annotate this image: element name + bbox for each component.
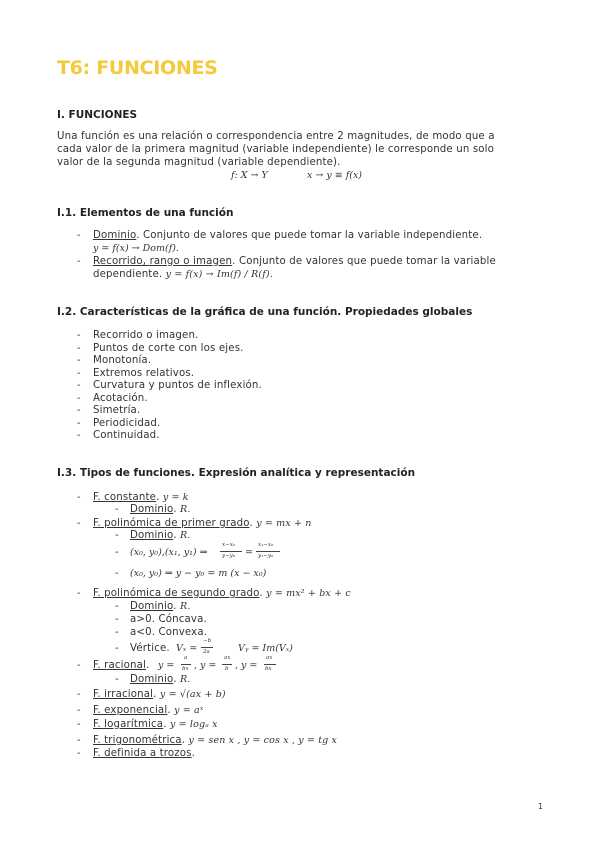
- list-item: Periodicidad.: [93, 417, 161, 429]
- bullet-dash: -: [77, 705, 81, 716]
- term-dominio: Dominio: [130, 504, 174, 515]
- formula-racional-3: , y =: [235, 660, 258, 671]
- page-title: T6: FUNCIONES: [57, 57, 218, 79]
- term-racional: F. racional: [93, 660, 146, 671]
- term-constante: F. constante: [93, 492, 157, 503]
- bullet-dash: -: [77, 392, 81, 404]
- frac-num: −b: [203, 638, 212, 644]
- list-item: Puntos de corte con los ejes.: [93, 342, 244, 354]
- bullet-dash: -: [77, 256, 81, 267]
- term-logaritmica: F. logarítmica: [93, 719, 164, 730]
- frac-num: ax: [224, 655, 231, 661]
- list-item: Dominio. R.: [130, 530, 191, 541]
- term-irracional: F. irracional: [93, 689, 154, 700]
- list-item: F. logarítmica. y = logₐ x: [93, 719, 218, 730]
- list-item: F. exponencial. y = aˣ: [93, 705, 204, 716]
- list-item: Curvatura y puntos de inflexión.: [93, 380, 262, 391]
- term-dominio: Dominio: [130, 530, 174, 541]
- list-item: Extremos relativos.: [93, 367, 195, 379]
- formula-exponencial: y = aˣ: [174, 705, 204, 716]
- paragraph-line-3: valor de la segunda magnitud (variable dependiente).: [57, 157, 341, 168]
- list-item: Dominio. R.: [130, 674, 191, 685]
- formula-im: y = f(x) → Im(f) / R(f).: [165, 269, 273, 280]
- bullet-dash: -: [77, 660, 81, 671]
- bullet-dash: -: [77, 689, 81, 700]
- bullet-dash: -: [77, 380, 81, 391]
- list-item: F. trigonométrica. y = sen x , y = cos x , y = tg x: [93, 735, 338, 746]
- formula-dom: y = f(x) → Dom(f).: [93, 243, 179, 254]
- bullet-dash: -: [77, 330, 81, 341]
- frac-den: y₁−y₀: [258, 553, 274, 559]
- bullet-dash: -: [115, 614, 119, 625]
- frac-bar: [256, 551, 280, 552]
- list-item: F. irracional. y = √(ax + b): [93, 689, 226, 700]
- frac-bar: [181, 664, 191, 665]
- formula-constante: y = k: [162, 492, 189, 503]
- term-segundo-grado: F. polinómica de segundo grado: [93, 588, 260, 599]
- frac-den: bx: [265, 666, 272, 672]
- bullet-dash: -: [77, 342, 81, 354]
- bullet-dash: -: [77, 492, 81, 503]
- term-dominio: Dominio: [93, 230, 137, 241]
- period: .: [191, 748, 196, 759]
- term-exponencial: F. exponencial: [93, 705, 168, 716]
- frac-num: ax: [266, 655, 273, 661]
- list-item-text: . Conjunto de valores que puede tomar la variable independiente.: [136, 230, 483, 241]
- bullet-dash: -: [115, 674, 119, 685]
- term-dominio: Dominio: [130, 674, 174, 685]
- bullet-dash: -: [115, 547, 119, 558]
- list-item: Dominio. R.: [130, 504, 191, 515]
- equals-sign: =: [245, 547, 253, 558]
- bullet-dash: -: [115, 627, 119, 638]
- bullet-dash: -: [77, 367, 81, 379]
- list-item: Dominio. R.: [130, 601, 191, 612]
- formula-image: x → y ≡ f(x): [307, 170, 363, 181]
- bullet-dash: -: [115, 568, 119, 579]
- term-trigonometrica: F. trigonométrica: [93, 735, 182, 746]
- bullet-dash: -: [77, 748, 81, 759]
- bullet-dash: -: [115, 643, 119, 654]
- frac-num: x₁−x₀: [258, 542, 274, 548]
- bullet-dash: -: [77, 417, 81, 429]
- formula-mapping: f: X → Y: [231, 170, 268, 181]
- frac-bar: [222, 664, 232, 665]
- bullet-dash: -: [115, 601, 119, 612]
- bullet-dash: -: [77, 430, 81, 441]
- term-trozos: F. definida a trozos: [93, 748, 192, 759]
- page-number: 1: [538, 802, 544, 811]
- bullet-dash: -: [77, 405, 81, 416]
- list-item-text: dependiente.: [93, 269, 166, 280]
- formula-racional-1: y =: [158, 660, 175, 671]
- frac-den: 2a: [203, 649, 210, 655]
- paragraph-line-1: Una función es una relación o correspondencia entre 2 magnitudes, de modo que a: [57, 131, 495, 142]
- frac-den: bx: [182, 666, 189, 672]
- formula-R: R.: [180, 504, 191, 515]
- section-heading-funciones: I. FUNCIONES: [57, 109, 138, 121]
- bullet-dash: -: [77, 719, 81, 730]
- formula-vx: Vₓ =: [176, 643, 198, 654]
- list-item: F. constante. y = k: [93, 492, 189, 503]
- formula-R: R.: [180, 674, 191, 685]
- bullet-dash: -: [115, 530, 119, 541]
- list-item: F. racional.: [93, 660, 150, 671]
- frac-den: b: [225, 666, 229, 672]
- list-item-text: . Conjunto de valores que puede tomar la variable: [232, 256, 496, 267]
- bullet-dash: -: [77, 230, 81, 241]
- formula-slope-points: (x₀, y₀),(x₁, y₁) ⇒: [130, 547, 208, 558]
- list-item: Acotación.: [93, 392, 148, 404]
- formula-irracional: y = √(ax + b): [159, 689, 226, 700]
- formula-vy: Vᵧ = Im(Vₓ): [238, 643, 293, 654]
- formula-R: R.: [180, 530, 191, 541]
- list-item-convexa: a<0. Convexa.: [130, 627, 208, 638]
- list-item: [93, 230, 482, 241]
- formula-racional-2: , y =: [194, 660, 217, 671]
- section-heading-elementos: I.1. Elementos de una función: [57, 207, 234, 219]
- bullet-dash: -: [77, 518, 81, 529]
- term-dominio: Dominio: [130, 601, 174, 612]
- list-item: Recorrido o imagen.: [93, 330, 199, 341]
- list-item: F. polinómica de primer grado. y = mx + n: [93, 518, 312, 529]
- frac-num: a: [184, 655, 188, 661]
- paragraph-line-2: cada valor de la primera magnitud (variable independiente) le corresponde un solo: [57, 144, 495, 155]
- formula-point-slope: (x₀, y₀) ⇒ y − y₀ = m (x − x₀): [130, 568, 267, 579]
- vertice-label: Vértice.: [130, 643, 170, 654]
- bullet-dash: -: [77, 588, 81, 599]
- term-primer-grado: F. polinómica de primer grado: [93, 518, 250, 529]
- frac-den: y−y₀: [222, 553, 236, 559]
- frac-num: x−x₀: [222, 542, 236, 548]
- formula-segundo-grado: y = mx² + bx + c: [266, 588, 351, 599]
- bullet-dash: -: [115, 504, 119, 515]
- section-heading-tipos: I.3. Tipos de funciones. Expresión analítica y representación: [57, 467, 416, 479]
- bullet-dash: -: [77, 355, 81, 366]
- list-item-concava: a>0. Cóncava.: [130, 614, 207, 625]
- frac-bar: [264, 664, 276, 665]
- list-item: Continuidad.: [93, 430, 160, 441]
- section-heading-caracteristicas: I.2. Características de la gráfica de una función. Propiedades globales: [57, 306, 473, 318]
- formula-R: R.: [180, 601, 191, 612]
- list-item-cont: [93, 269, 273, 280]
- list-item: Simetría.: [93, 405, 141, 416]
- formula-logaritmica: y = logₐ x: [169, 719, 218, 730]
- formula-primer-grado: y = mx + n: [256, 518, 312, 529]
- frac-bar: [220, 551, 242, 552]
- formula-trigonometrica: y = sen x , y = cos x , y = tg x: [188, 735, 338, 746]
- list-item: [93, 748, 195, 759]
- frac-bar: [201, 647, 213, 648]
- list-item: [93, 256, 496, 267]
- bullet-dash: -: [77, 735, 81, 746]
- list-item: F. polinómica de segundo grado. y = mx² + bx + c: [93, 588, 351, 599]
- list-item: Monotonía.: [93, 355, 152, 366]
- term-recorrido: Recorrido, rango o imagen: [93, 256, 233, 267]
